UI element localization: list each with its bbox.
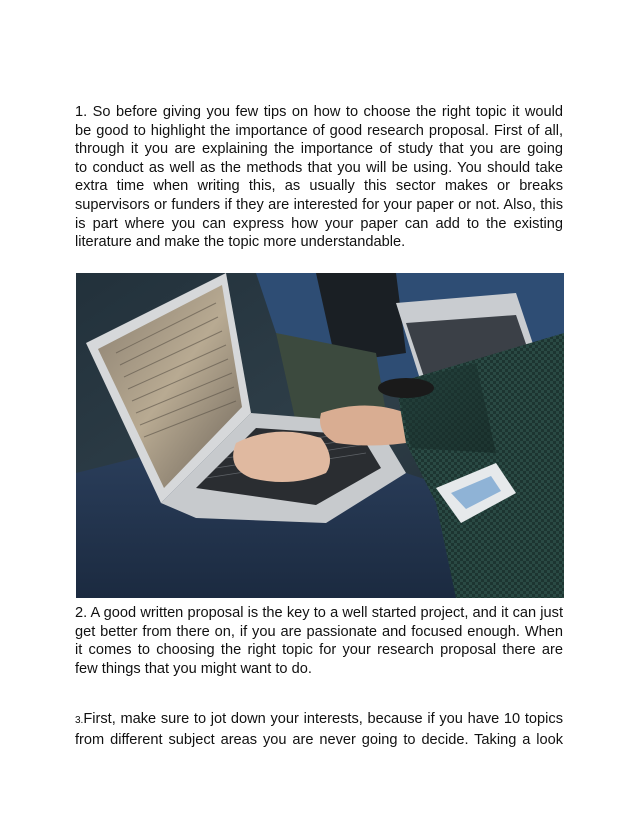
- paragraph-3-line: [75, 710, 563, 731]
- laptop-typing-photo: [76, 273, 564, 598]
- paragraph-2-line: get better from there on, if you are passionate and focused enough. When: [75, 623, 563, 640]
- paragraph-3-number: 3.: [75, 715, 84, 726]
- paragraph-1-line: 1. So before giving you few tips on how to choose the right topic it would: [75, 104, 563, 120]
- paragraph-1-line: literature and make the topic more understandable.: [75, 234, 406, 251]
- paragraph-1-line: through it you are explaining the importance of study that you are going: [75, 141, 563, 158]
- paragraph-2-line: 2. A good written proposal is the key to a well started project, and it can just: [75, 605, 563, 621]
- paragraph-2-line: it comes to choosing the right topic for your research proposal there are: [75, 642, 563, 659]
- paragraph-1-line: extra time when writing this, as usually this sector makes or breaks: [75, 178, 563, 195]
- paragraph-3-line: from different subject areas you are never going to decide. Taking a look: [75, 731, 563, 748]
- paragraph-1-line: to conduct as well as the methods that you will be using. You should take: [75, 159, 563, 176]
- paragraph-2: [75, 604, 563, 678]
- paragraph-1-line: supervisors or funders if they are interested for your paper or not. Also, this: [75, 196, 563, 213]
- paragraph-1-line: is part where you can express how your paper can add to the existing: [75, 215, 563, 232]
- paragraph-1: [75, 103, 563, 252]
- paragraph-1-line: be good to highlight the importance of good research proposal. First of all,: [75, 122, 563, 139]
- paragraph-3-line-text: First, make sure to jot down your interests, because if you have 10 topics: [83, 711, 563, 727]
- paragraph-3: [75, 710, 563, 749]
- paragraph-2-line: few things that you might want to do.: [75, 660, 312, 677]
